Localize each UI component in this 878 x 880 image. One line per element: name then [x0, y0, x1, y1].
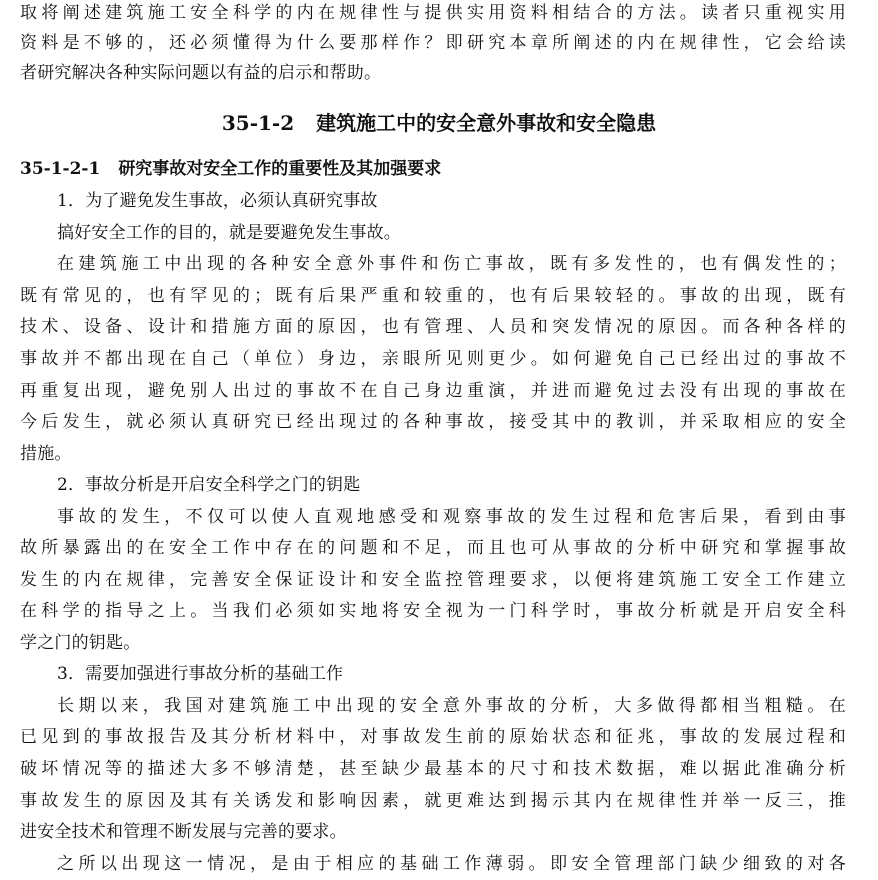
paragraph-line: 长期以来，我国对建筑施工中出现的安全意外事故的分析，大多做得都相当粗糙。在 [57, 696, 846, 716]
paragraph-line: 在科学的指导之上。当我们必须如实地将安全视为一门科学时，事故分析就是开启安全科 [20, 601, 846, 621]
item-heading: 3．需要加强进行事故分析的基础工作 [57, 664, 344, 684]
paragraph-line: 事故并不都出现在自己（单位）身边，亲眼所见则更少。如何避免自己已经出过的事故不 [20, 349, 846, 369]
paragraph-line: 再重复出现，避免别人出过的事故不在自己身边重演，并进而避免过去没有出现的事故在 [20, 381, 846, 401]
item-heading: 2．事故分析是开启安全科学之门的钥匙 [57, 475, 361, 495]
subsection-title: 研究事故对安全工作的重要性及其加强要求 [118, 159, 442, 179]
paragraph-line: 进安全技术和管理不断发展与完善的要求。 [20, 822, 347, 842]
paragraph-line: 今后发生，就必须认真研究已经出现过的各种事故，接受其中的教训，并采取相应的安全 [20, 412, 846, 432]
paragraph-line: 学之门的钥匙。 [20, 633, 141, 653]
paragraph-line: 者研究解决各种实际问题以有益的启示和帮助。 [20, 63, 382, 83]
paragraph-line: 在建筑施工中出现的各种安全意外事件和伤亡事故，既有多发性的，也有偶发性的； [57, 254, 846, 274]
paragraph-line: 之所以出现这一情况，是由于相应的基础工作薄弱。即安全管理部门缺少细致的对各 [57, 854, 846, 874]
paragraph-line: 取将阐述建筑施工安全科学的内在规律性与提供实用资料相结合的方法。读者只重视实用 [20, 3, 846, 23]
paragraph-line: 搞好安全工作的目的，就是要避免发生事故。 [57, 223, 401, 243]
paragraph-line: 发生的内在规律，完善安全保证设计和安全监控管理要求，以便将建筑施工安全工作建立 [20, 570, 846, 590]
paragraph-line: 既有常见的，也有罕见的；既有后果严重和较重的，也有后果较轻的。事故的出现，既有 [20, 286, 846, 306]
section-title: 建筑施工中的安全意外事故和安全隐患 [316, 111, 657, 135]
section-number: 35-1-2 [221, 111, 295, 135]
paragraph-line: 资料是不够的，还必须懂得为什么要那样作？即研究本章所阐述的内在规律性，它会给读 [20, 33, 846, 53]
paragraph-line: 已见到的事故报告及其分析材料中，对事故发生前的原始状态和征兆，事故的发展过程和 [20, 727, 846, 747]
section-heading [0, 110, 878, 136]
paragraph-line: 技术、设备、设计和措施方面的原因，也有管理、人员和突发情况的原因。而各种各样的 [20, 317, 846, 337]
subsection-number: 35-1-2-1 [20, 159, 101, 179]
paragraph-line: 事故发生的原因及其有关诱发和影响因素，就更难达到揭示其内在规律性并举一反三，推 [20, 791, 846, 811]
paragraph-line: 故所暴露出的在安全工作中存在的问题和不足，而且也可从事故的分析中研究和掌握事故 [20, 538, 846, 558]
paragraph-line: 措施。 [20, 444, 72, 464]
subsection-heading [20, 158, 441, 180]
item-heading: 1．为了避免发生事故，必须认真研究事故 [57, 191, 378, 211]
paragraph-line: 事故的发生，不仅可以使人直观地感受和观察事故的发生过程和危害后果，看到由事 [57, 507, 846, 527]
paragraph-line: 破坏情况等的描述大多不够清楚，甚至缺少最基本的尺寸和技术数据，难以据此准确分析 [20, 759, 846, 779]
